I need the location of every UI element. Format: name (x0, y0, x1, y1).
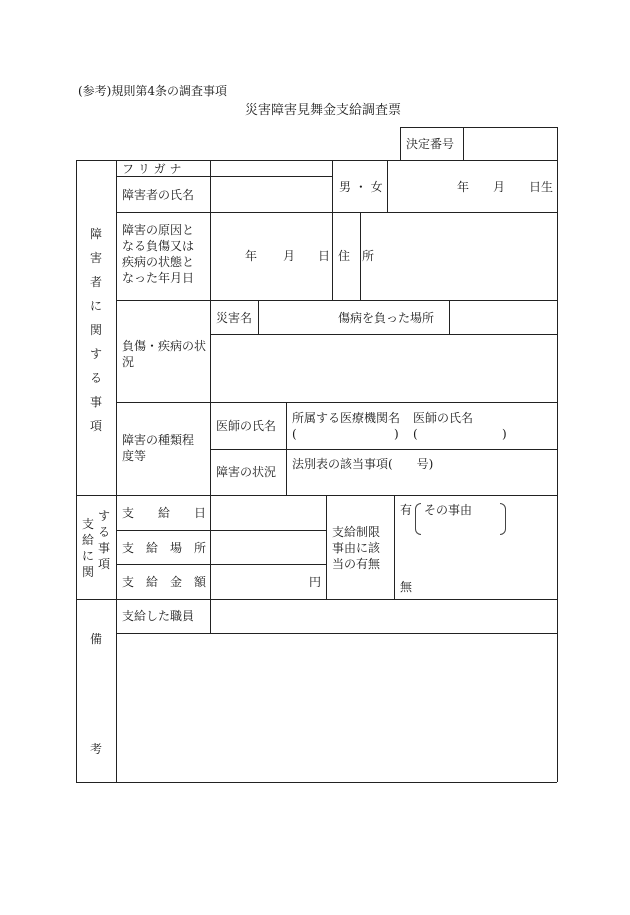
decision-number-label: 決定番号 (406, 137, 455, 151)
institution-open-paren: ( (292, 427, 297, 441)
birth-month-unit: 月 (493, 180, 506, 194)
doctor-close-paren: ) (502, 427, 507, 441)
doctor-name-label: 医師の氏名 (216, 419, 277, 433)
address-label: 住 所 (338, 249, 375, 263)
birth-year-unit: 年 (457, 180, 470, 194)
decision-number-field[interactable] (470, 137, 550, 151)
doctor-name-label-2: 医師の氏名 (413, 411, 474, 425)
cause-year-unit: 年 (245, 249, 258, 263)
staff-field[interactable] (214, 603, 552, 629)
payment-date-label: 支 給 日 (122, 506, 207, 520)
remarks-heading-bottom: 考 (90, 742, 103, 756)
payment-place-field[interactable] (214, 534, 322, 560)
disability-status-label: 障害の状況 (216, 465, 277, 479)
staff-label: 支給した職員 (122, 609, 195, 623)
cause-day-unit: 日 (318, 249, 331, 263)
furigana-label: フ リ ガ ナ (122, 162, 182, 176)
injury-status-label: 負傷・疾病の状 況 (122, 339, 207, 369)
payment-date-field[interactable] (214, 499, 322, 526)
disabled-name-label: 障害者の氏名 (122, 188, 195, 202)
restriction-yes[interactable]: 有 (400, 503, 413, 517)
reason-right-bracket (500, 503, 506, 535)
cause-label: 障害の原因と なる負傷又は 疾病の状態と なった年月日 (122, 223, 195, 285)
amount-unit: 円 (309, 575, 322, 589)
applicable-item-field[interactable]: 法別表の該当事項( 号) (292, 457, 434, 471)
form-title: 災害障害見舞金支給調査票 (245, 103, 402, 118)
injury-place-field[interactable] (453, 304, 553, 330)
furigana-field[interactable] (214, 162, 328, 175)
remarks-field[interactable] (120, 637, 552, 777)
section-payment-heading: 支 給 に 関 す る 事 項 (81, 509, 110, 579)
sex-selector[interactable]: 男 ・ 女 (339, 180, 383, 194)
disabled-name-field[interactable] (214, 180, 328, 208)
reference-note: (参考)規則第4条の調査事項 (78, 84, 227, 98)
payment-amount-field[interactable] (214, 568, 304, 594)
restriction-label: 支給制限 事由に該 当の有無 (332, 525, 381, 571)
cause-month-unit: 月 (283, 249, 296, 263)
disability-degree-label: 障害の種類程 度等 (122, 433, 195, 463)
disaster-name-field[interactable] (262, 304, 330, 330)
section-disabled-heading: 障 害 者 に 関 す る 事 項 (89, 227, 102, 433)
disaster-name-label: 災害名 (216, 311, 253, 325)
reason-label: その事由 (424, 503, 473, 517)
remarks-heading-top: 備 (90, 632, 103, 646)
restriction-no[interactable]: 無 (400, 580, 413, 594)
payment-place-label: 支 給 場 所 (122, 541, 207, 555)
payment-amount-label: 支 給 金 額 (122, 575, 207, 589)
institution-close-paren: ) (394, 427, 399, 441)
institution-label: 所属する医療機関名 (292, 411, 401, 425)
injury-status-field[interactable] (214, 338, 552, 398)
injury-place-label: 傷病を負った場所 (338, 311, 435, 325)
reason-left-bracket (415, 503, 421, 535)
address-field[interactable] (366, 216, 552, 296)
birth-day-unit: 日生 (529, 180, 554, 194)
doctor-open-paren: ( (413, 427, 418, 441)
